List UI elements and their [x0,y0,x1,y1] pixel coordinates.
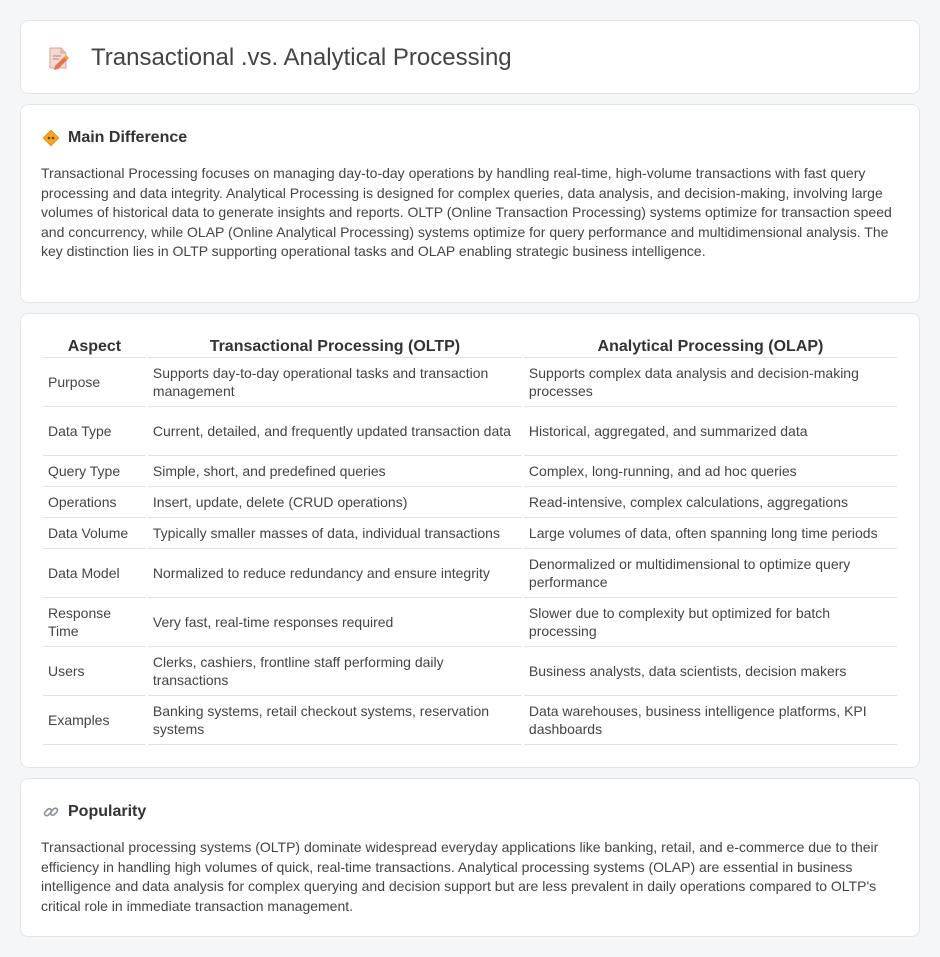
row-oltp: Clerks, cashiers, frontline staff performing daily transactions [148,647,522,696]
row-aspect: Data Volume [43,518,146,549]
row-oltp: Insert, update, delete (CRUD operations) [148,487,522,518]
main-difference-card [20,104,920,303]
row-olap: Supports complex data analysis and decision-making processes [524,358,897,407]
row-aspect: Examples [43,696,146,745]
popularity-title: Popularity [68,803,147,820]
table-row [43,696,897,745]
row-aspect: Data Model [43,549,146,598]
row-oltp: Typically smaller masses of data, individual transactions [148,518,522,549]
main-difference-text: Transactional Processing focuses on managing day-to-day operations by handling real-time, high-volume transactions with fast query processing and data integrity. Analytical Processing is designed for complex queries, data analysis, and decision-making, involving large volumes of historical data to generate insights and reports. OLTP (Online Transaction Processing) systems optimize for transaction speed and concurrency, while OLAP (Online Analytical Processing) systems optimize for query performance and multidimensional analysis. The key distinction lies in OLTP supporting operational tasks and OLAP enabling strategic business intelligence. [41,165,892,259]
comparison-table [41,334,899,745]
table-row [43,549,897,598]
table-row [43,407,897,456]
page-title: Transactional .vs. Analytical Processing [91,44,512,71]
row-aspect: Response Time [43,598,146,647]
title-card [20,20,920,94]
table-row [43,647,897,696]
table-row [43,598,897,647]
row-aspect: Operations [43,487,146,518]
popularity-text: Transactional processing systems (OLTP) dominate widespread everyday applications like banking, retail, and e-commerce due to their efficiency in handling high volumes of quick, real-time transactions. Analytical processing systems (OLAP) are essential in business intelligence and data analysis for complex querying and decision support but are less prevalent in daily operations compared to OLTP's critical role in immediate transaction management. [41,839,879,914]
row-aspect: Query Type [43,456,146,487]
header-aspect: Aspect [43,334,146,358]
row-aspect: Users [43,647,146,696]
row-aspect: Purpose [43,358,146,407]
header-olap: Analytical Processing (OLAP) [524,334,897,358]
row-oltp: Supports day-to-day operational tasks and transaction management [148,358,522,407]
popularity-card [20,778,920,937]
table-row [43,518,897,549]
main-difference-title: Main Difference [68,129,188,146]
row-olap: Data warehouses, business intelligence platforms, KPI dashboards [524,696,897,745]
document-pencil-icon [45,45,71,71]
row-oltp: Very fast, real-time responses required [148,598,522,647]
row-olap: Denormalized or multidimensional to optimize query performance [524,549,897,598]
row-olap: Historical, aggregated, and summarized data [524,407,897,456]
row-oltp: Current, detailed, and frequently updated transaction data [148,407,522,456]
row-oltp: Simple, short, and predefined queries [148,456,522,487]
row-oltp: Banking systems, retail checkout systems, reservation systems [148,696,522,745]
table-row [43,456,897,487]
table-row [43,358,897,407]
row-olap: Slower due to complexity but optimized for batch processing [524,598,897,647]
row-olap: Read-intensive, complex calculations, aggregations [524,487,897,518]
diamond-sign-icon [42,129,60,147]
row-aspect: Data Type [43,407,146,456]
comparison-card [20,313,920,768]
table-row [43,487,897,518]
row-olap: Complex, long-running, and ad hoc queries [524,456,897,487]
row-olap: Large volumes of data, often spanning long time periods [524,518,897,549]
link-icon [42,803,60,821]
header-oltp: Transactional Processing (OLTP) [148,334,522,358]
row-olap: Business analysts, data scientists, decision makers [524,647,897,696]
row-oltp: Normalized to reduce redundancy and ensure integrity [148,549,522,598]
